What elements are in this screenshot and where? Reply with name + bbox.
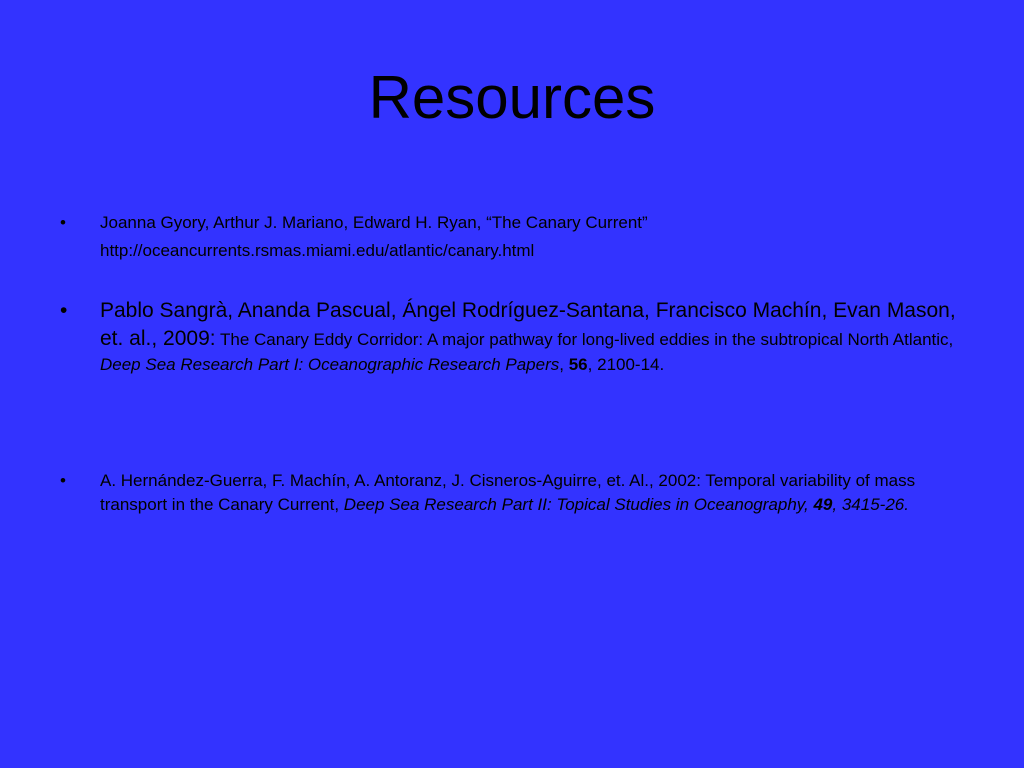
reference-item-sangra [60, 297, 960, 377]
reference-separator: , [559, 355, 564, 374]
bullet-icon: • [60, 299, 68, 322]
bullet-icon: • [60, 213, 66, 232]
slide-title: Resources [368, 64, 656, 131]
reference-citation [100, 209, 960, 265]
reference-item-hernandez-guerra [60, 469, 960, 517]
reference-pages: , 3415-26. [832, 495, 909, 514]
reference-citation [100, 469, 960, 517]
reference-url: http://oceancurrents.rsmas.miami.edu/atlantic/canary.html [100, 241, 535, 260]
bullet-icon: • [60, 471, 66, 490]
reference-journal: Deep Sea Research Part I: Oceanographic Research Papers [100, 355, 560, 374]
reference-authors: Pablo Sangrà, Ananda Pascual, Ángel Rodríguez-Santana, Francisco Machín, Evan Mason, et. al., 2009: [100, 299, 956, 350]
reference-separator: , [587, 355, 593, 374]
reference-pages: 2100-14. [597, 355, 665, 374]
reference-item-gyory [60, 209, 960, 265]
reference-authors-title: Joanna Gyory, Arthur J. Mariano, Edward H. Ryan, “The Canary Current” [100, 213, 648, 232]
reference-journal: Deep Sea Research Part II: Topical Studies in Oceanography, [343, 495, 809, 514]
reference-volume: 49 [813, 495, 833, 514]
reference-citation [100, 297, 960, 377]
reference-volume: 56 [568, 355, 588, 374]
reference-text: A. Hernández-Guerra, F. Machín, A. Antoranz, J. Cisneros-Aguirre, et. Al., 2002: Temporal variability of mass transport in the Canary Current, [100, 471, 916, 514]
reference-title: The Canary Eddy Corridor: A major pathway for long-lived eddies in the subtropical North Atlantic, [220, 330, 954, 349]
